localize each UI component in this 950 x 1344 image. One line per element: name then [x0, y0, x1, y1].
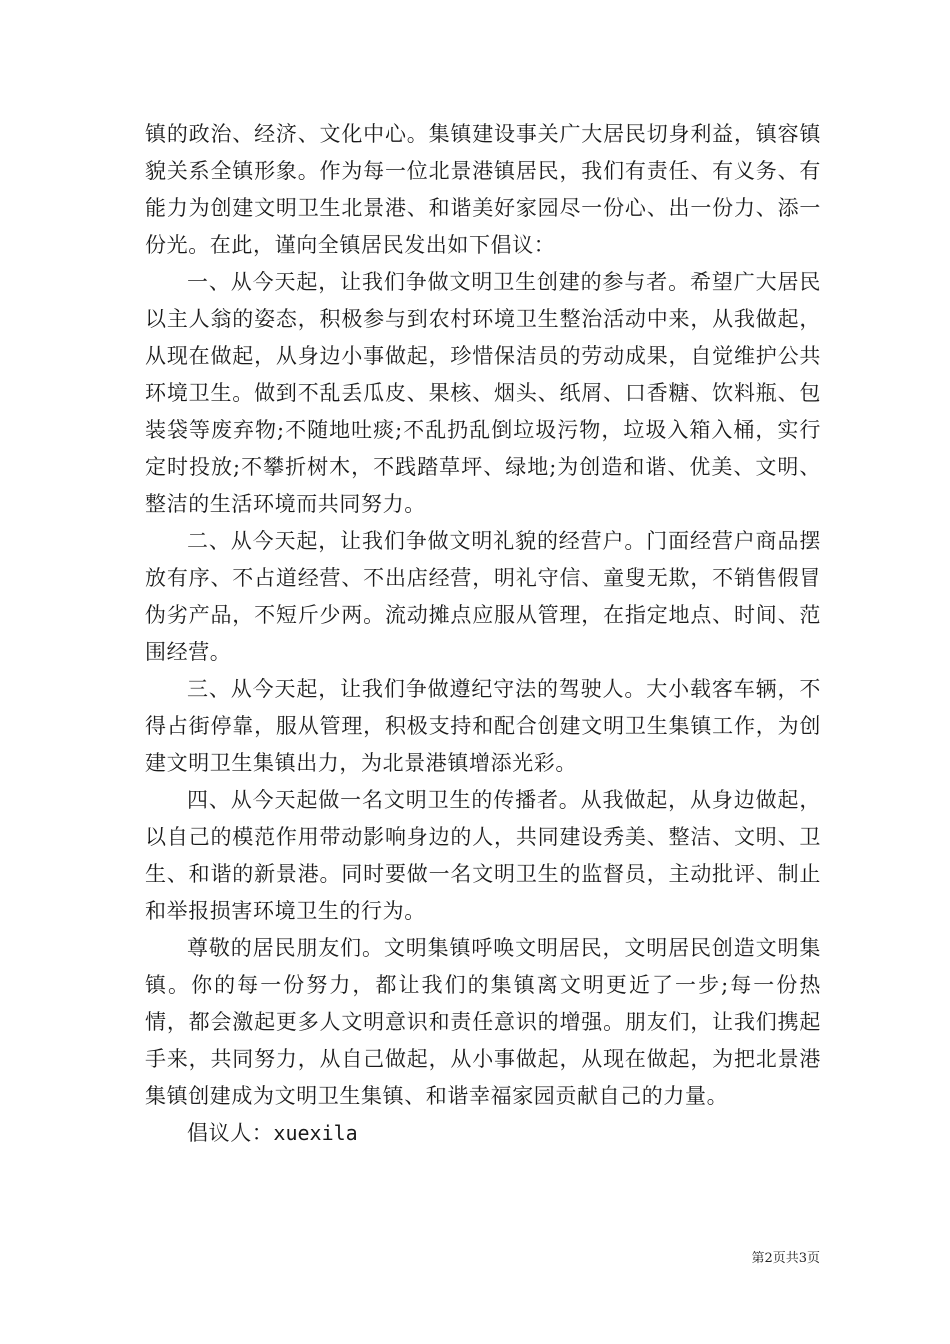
document-body: [145, 116, 821, 1152]
proposer-name: xuexila: [273, 1121, 358, 1145]
proposer-label: 倡议人：: [187, 1121, 274, 1145]
paragraph-item-4: 四、从今天起做一名文明卫生的传播者。从我做起，从身边做起，以自己的模范作用带动影响身边的人，共同建设秀美、整洁、文明、卫生、和谐的新景港。同时要做一名文明卫生的监督员，主动批评、制止和举报损害环境卫生的行为。: [145, 788, 821, 923]
paragraph-item-2: 二、从今天起，让我们争做文明礼貌的经营户。门面经营户商品摆放有序、不占道经营、不出店经营，明礼守信、童叟无欺，不销售假冒伪劣产品，不短斤少两。流动摊点应服从管理，在指定地点、时间、范围经营。: [145, 529, 821, 664]
proposer-line: [145, 1115, 821, 1152]
paragraph-item-1: 一、从今天起，让我们争做文明卫生创建的参与者。希望广大居民以主人翁的姿态，积极参与到农村环境卫生整治活动中来，从我做起，从现在做起，从身边小事做起，珍惜保洁员的劳动成果，自觉维护公共环境卫生。做到不乱丢瓜皮、果核、烟头、纸屑、口香糖、饮料瓶、包装袋等废弃物;不随地吐痰;不乱扔乱倒垃圾污物，垃圾入箱入桶，实行定时投放;不攀折树木，不践踏草坪、绿地;为创造和谐、优美、文明、整洁的生活环境而共同努力。: [145, 270, 821, 516]
paragraph-item-3: 三、从今天起，让我们争做遵纪守法的驾驶人。大小载客车辆，不得占街停靠，服从管理，积极支持和配合创建文明卫生集镇工作，为创建文明卫生集镇出力，为北景港镇增添光彩。: [145, 677, 821, 775]
paragraph-closing: 尊敬的居民朋友们。文明集镇呼唤文明居民，文明居民创造文明集镇。你的每一份努力，都让我们的集镇离文明更近了一步;每一份热情，都会激起更多人文明意识和责任意识的增强。朋友们，让我们携起手来，共同努力，从自己做起，从小事做起，从现在做起，为把北景港集镇创建成为文明卫生集镇、和谐幸福家园贡献自己的力量。: [145, 936, 821, 1108]
paragraph-intro-continuation: 镇的政治、经济、文化中心。集镇建设事关广大居民切身利益，镇容镇貌关系全镇形象。作为每一位北景港镇居民，我们有责任、有义务、有能力为创建文明卫生北景港、和谐美好家园尽一份心、出一份力、添一份光。在此，谨向全镇居民发出如下倡议：: [145, 122, 821, 257]
page-number-footer: 第2页共3页: [751, 1251, 820, 1266]
